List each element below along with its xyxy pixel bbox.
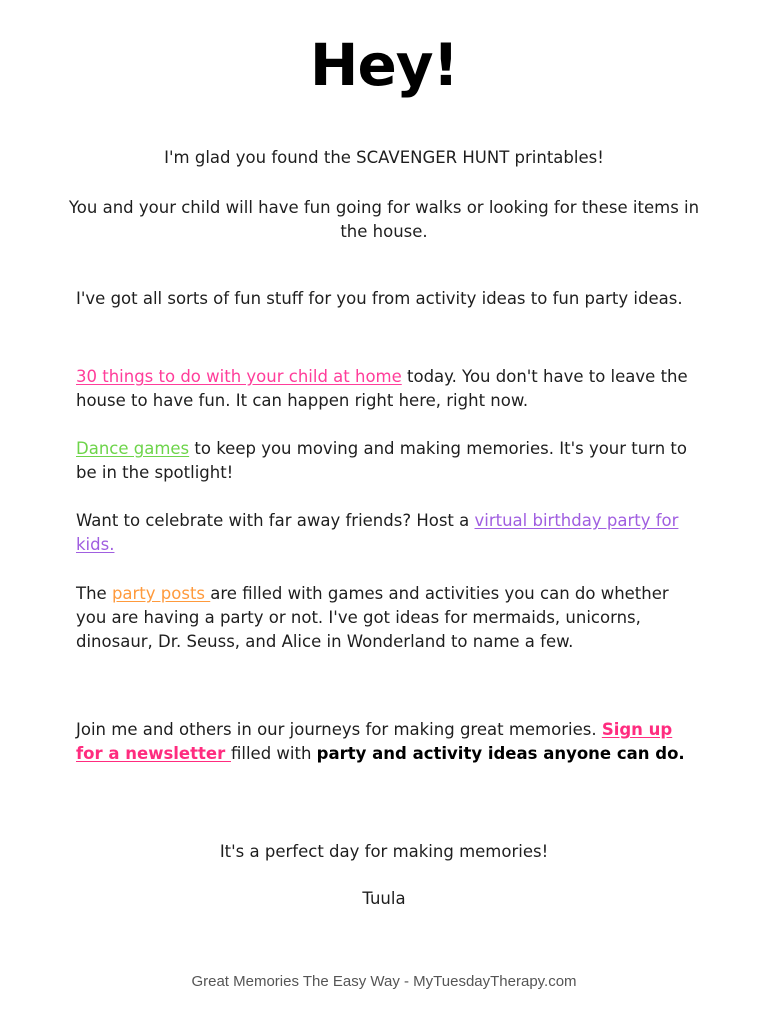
- intro-line-1: I'm glad you found the SCAVENGER HUNT printables!: [164, 148, 604, 167]
- paragraph-things-to-do: [76, 365, 700, 413]
- things-to-do-text: today. You don't have to leave the house to have fun. It can happen right here, right now.: [76, 367, 688, 410]
- dance-games-text: to keep you moving and making memories. It's your turn to be in the spotlight!: [76, 439, 687, 482]
- newsletter-signup-link[interactable]: Sign up for a newsletter: [76, 720, 673, 763]
- newsletter-mid-text: filled with: [230, 744, 317, 763]
- party-posts-text: are filled with games and activities you can do whether you are having a party or not. I've got ideas for mermaids, unicorns, dinosaur, Dr. Seuss, and Alice in Wonderland to name a few.: [76, 584, 669, 651]
- newsletter-bold-text: party and activity ideas anyone can do.: [316, 744, 685, 763]
- intro-line-2: You and your child will have fun going for walks or looking for these items in the house.: [68, 198, 700, 241]
- page-footer: Great Memories The Easy Way - MyTuesdayTherapy.com: [191, 973, 577, 990]
- newsletter-intro-text: Join me and others in our journeys for making great memories.: [76, 720, 602, 739]
- virtual-birthday-text: Want to celebrate with far away friends? Host a: [76, 511, 475, 530]
- paragraph-dance-games: [76, 437, 700, 485]
- paragraph-party-posts: [76, 582, 700, 654]
- party-posts-link[interactable]: party posts: [111, 584, 211, 603]
- paragraph-newsletter: [76, 718, 700, 766]
- signature: Tuula: [362, 889, 406, 908]
- paragraph-virtual-birthday: [76, 509, 700, 557]
- things-to-do-link[interactable]: 30 things to do with your child at home: [76, 367, 402, 386]
- closing-line: It's a perfect day for making memories!: [219, 842, 549, 861]
- paragraph-fun-stuff: I've got all sorts of fun stuff for you from activity ideas to fun party ideas.: [76, 289, 683, 308]
- dance-games-link[interactable]: Dance games: [76, 439, 190, 458]
- party-posts-pre: The: [76, 584, 112, 603]
- virtual-birthday-link[interactable]: virtual birthday party for kids.: [76, 511, 679, 554]
- page-title: Hey!: [309, 31, 459, 99]
